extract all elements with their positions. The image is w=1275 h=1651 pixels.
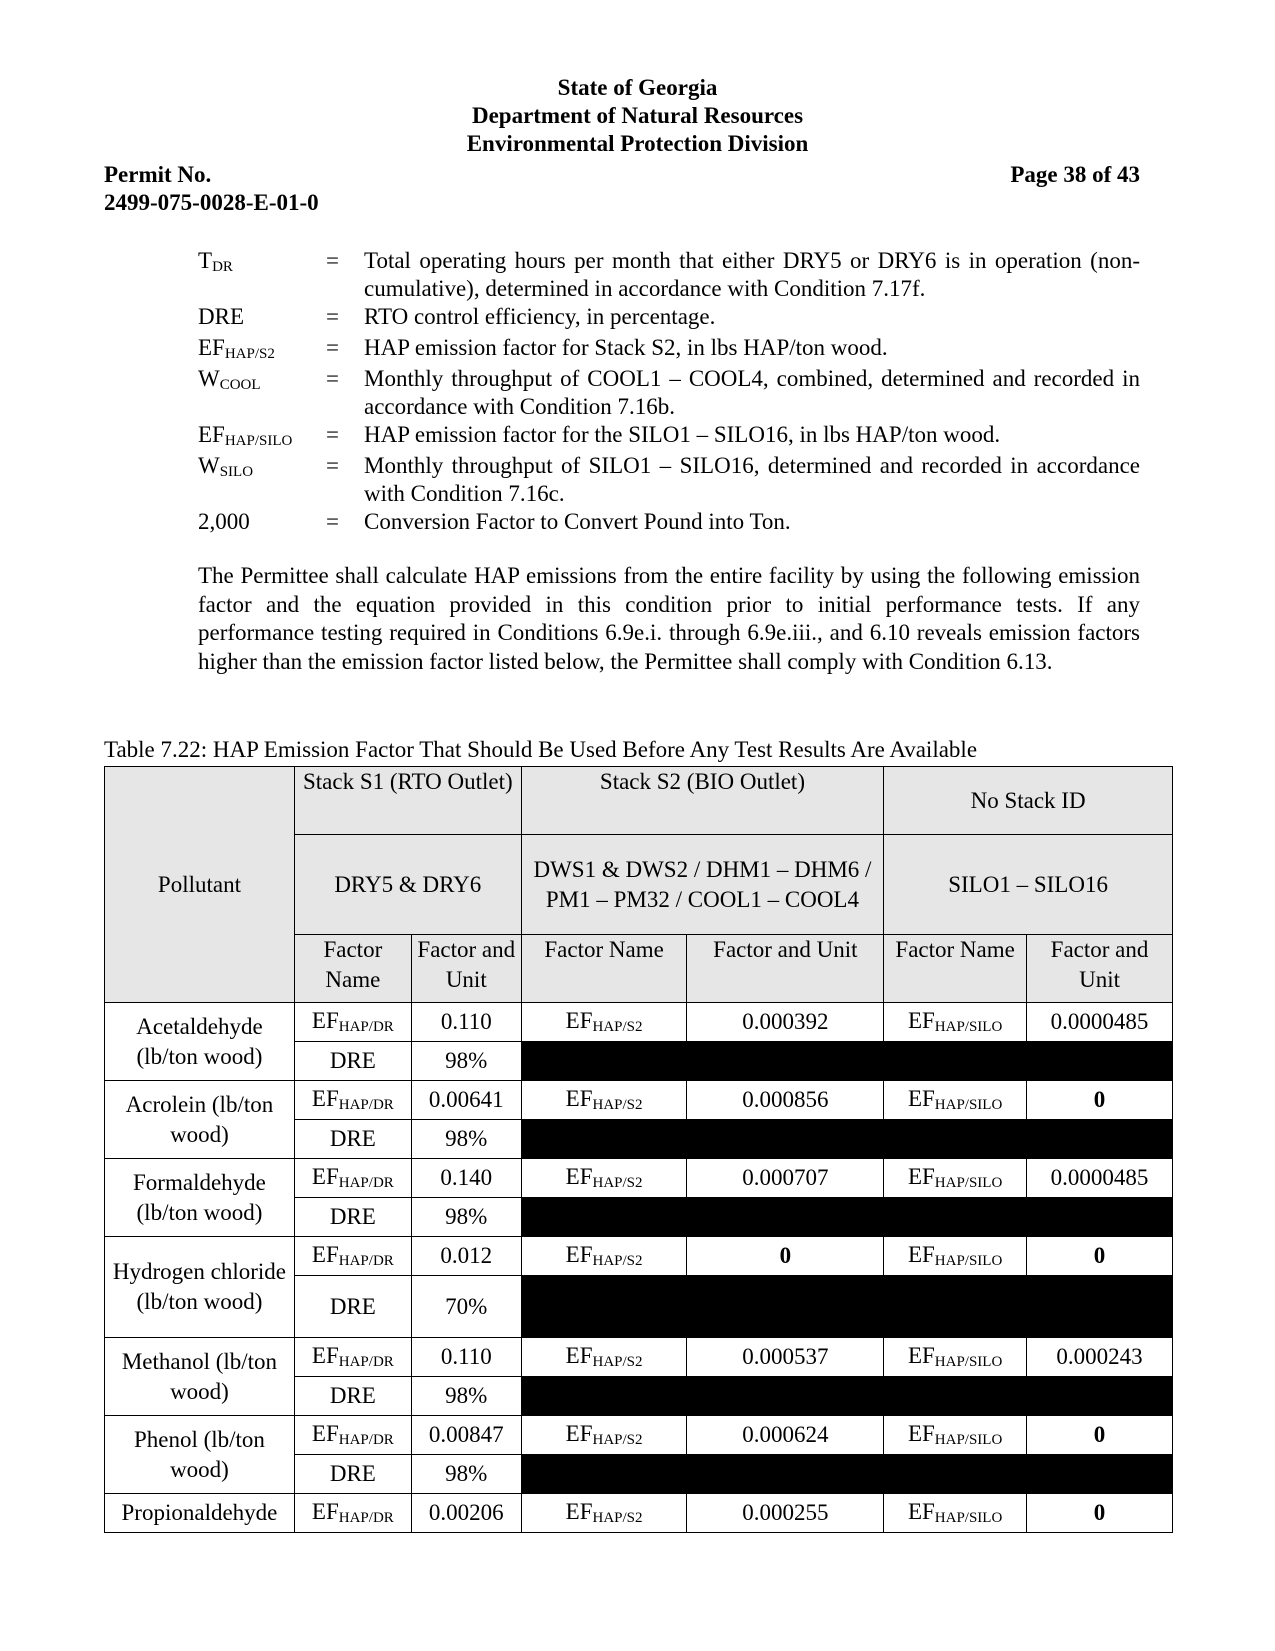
- definition-text: Monthly throughput of COOL1 – COOL4, combined, determined and recorded in accordance with Condition 7.16b.: [364, 366, 1140, 419]
- pollutant-name: Hydrogen chloride (lb/ton wood): [105, 1237, 295, 1338]
- header-factor-name: Factor Name: [294, 935, 411, 1003]
- factor-name-dr: EFHAP/DR: [294, 1237, 411, 1276]
- factor-value-s2: 0.000392: [687, 1003, 884, 1042]
- pollutant-name: Propionaldehyde: [105, 1494, 295, 1533]
- dre-label: DRE: [294, 1455, 411, 1494]
- definition-term: WCOOL: [198, 366, 261, 393]
- factor-value-dr: 0.110: [411, 1338, 521, 1377]
- definition-equals: =: [326, 248, 339, 273]
- factor-name-s2: EFHAP/S2: [521, 1081, 687, 1120]
- definition-equals: =: [326, 304, 339, 329]
- definition-row: [198, 334, 1140, 365]
- blacked-out-cell: [521, 1198, 1172, 1237]
- blacked-out-cell: [521, 1455, 1172, 1494]
- table-row: [105, 1338, 1173, 1377]
- definition-text: Monthly throughput of SILO1 – SILO16, determined and recorded in accordance with Condition 7.16c.: [364, 453, 1140, 506]
- table-row: [105, 1003, 1173, 1042]
- dre-value: 98%: [411, 1120, 521, 1159]
- factor-value-silo: 0.0000485: [1027, 1159, 1173, 1198]
- dre-value: 70%: [411, 1276, 521, 1338]
- definition-equals: =: [326, 335, 339, 360]
- factor-value-silo: 0: [1027, 1494, 1173, 1533]
- pollutant-name: Acetaldehyde (lb/ton wood): [105, 1003, 295, 1081]
- table-row: [105, 1494, 1173, 1533]
- dre-label: DRE: [294, 1042, 411, 1081]
- blacked-out-cell: [521, 1377, 1172, 1416]
- dre-label: DRE: [294, 1198, 411, 1237]
- dre-label: DRE: [294, 1120, 411, 1159]
- factor-name-s2: EFHAP/S2: [521, 1416, 687, 1455]
- header-department: Department of Natural Resources: [471, 103, 804, 128]
- dre-label: DRE: [294, 1377, 411, 1416]
- pollutant-name: Phenol (lb/ton wood): [105, 1416, 295, 1494]
- dre-value: 98%: [411, 1198, 521, 1237]
- definition-term: WSILO: [198, 453, 254, 480]
- header-factor-name: Factor Name: [521, 935, 687, 1003]
- factor-name-silo: EFHAP/SILO: [884, 1237, 1027, 1276]
- dre-value: 98%: [411, 1377, 521, 1416]
- header-s2-units-line1: DWS1 & DWS2 / DHM1 – DHM6 /: [533, 856, 872, 882]
- header-factor-unit: Factor and Unit: [411, 935, 521, 1003]
- definition-text: Conversion Factor to Convert Pound into Ton.: [364, 509, 791, 534]
- definition-term: EFHAP/S2: [198, 335, 275, 362]
- page-number: Page 38 of 43: [1010, 162, 1140, 187]
- dre-value: 98%: [411, 1042, 521, 1081]
- factor-value-s2: 0.000624: [687, 1416, 884, 1455]
- factor-name-silo: EFHAP/SILO: [884, 1159, 1027, 1198]
- header-silo-units: SILO1 – SILO16: [884, 835, 1173, 935]
- header-stack-s2: Stack S2 (BIO Outlet): [521, 767, 883, 835]
- factor-value-dr: 0.00206: [411, 1494, 521, 1533]
- definition-equals: =: [326, 509, 339, 534]
- factor-value-silo: 0: [1027, 1416, 1173, 1455]
- definition-row: [198, 421, 1140, 452]
- header-s2-units-line2: PM1 – PM32 / COOL1 – COOL4: [545, 886, 859, 912]
- factor-name-s2: EFHAP/S2: [521, 1338, 687, 1377]
- factor-name-silo: EFHAP/SILO: [884, 1416, 1027, 1455]
- body-paragraph: The Permittee shall calculate HAP emissions from the entire facility by using the following emission factor and the equation provided in this condition prior to initial performance tests. If any performance testing required in Conditions 6.9e.i. through 6.9e.iii., and 6.10 reveals emission factors higher than the emission factor listed below, the Permittee shall comply with Condition 6.13.: [198, 563, 1140, 674]
- header-s1-units: DRY5 & DRY6: [294, 835, 521, 935]
- blacked-out-cell: [521, 1276, 1172, 1338]
- pollutant-name: Formaldehyde (lb/ton wood): [105, 1159, 295, 1237]
- header-s2-units: [521, 835, 883, 935]
- pollutant-name: Methanol (lb/ton wood): [105, 1338, 295, 1416]
- table-row: [105, 1081, 1173, 1120]
- header-factor-unit: Factor and Unit: [687, 935, 884, 1003]
- factor-value-s2: 0.000255: [687, 1494, 884, 1533]
- factor-name-silo: EFHAP/SILO: [884, 1338, 1027, 1377]
- factor-value-dr: 0.00641: [411, 1081, 521, 1120]
- blacked-out-cell: [521, 1120, 1172, 1159]
- factor-value-s2: 0.000707: [687, 1159, 884, 1198]
- table-row: [105, 1416, 1173, 1455]
- factor-name-silo: EFHAP/SILO: [884, 1494, 1027, 1533]
- factor-name-dr: EFHAP/DR: [294, 1338, 411, 1377]
- definition-term: DRE: [198, 304, 244, 329]
- factor-value-silo: 0.0000485: [1027, 1003, 1173, 1042]
- factor-name-dr: EFHAP/DR: [294, 1494, 411, 1533]
- factor-name-s2: EFHAP/S2: [521, 1494, 687, 1533]
- table-caption: Table 7.22: HAP Emission Factor That Should Be Used Before Any Test Results Are Available: [104, 737, 978, 762]
- factor-value-dr: 0.140: [411, 1159, 521, 1198]
- definition-equals: =: [326, 453, 339, 478]
- definition-row: [198, 452, 1140, 508]
- permit-number: 2499-075-0028-E-01-0: [104, 190, 319, 215]
- factor-value-silo: 0.000243: [1027, 1338, 1173, 1377]
- variable-definitions: [198, 247, 1140, 539]
- factor-name-dr: EFHAP/DR: [294, 1159, 411, 1198]
- table-row: [105, 1159, 1173, 1198]
- factor-name-dr: EFHAP/DR: [294, 1081, 411, 1120]
- factor-value-silo: 0: [1027, 1237, 1173, 1276]
- factor-name-s2: EFHAP/S2: [521, 1003, 687, 1042]
- factor-name-dr: EFHAP/DR: [294, 1003, 411, 1042]
- factor-value-s2: 0: [687, 1237, 884, 1276]
- definition-text: HAP emission factor for Stack S2, in lbs HAP/ton wood.: [364, 335, 888, 360]
- pollutant-name: Acrolein (lb/ton wood): [105, 1081, 295, 1159]
- factor-value-dr: 0.012: [411, 1237, 521, 1276]
- permit-label: Permit No.: [104, 162, 212, 187]
- definition-term: 2,000: [198, 509, 250, 534]
- header-factor-unit: Factor and Unit: [1027, 935, 1173, 1003]
- definition-row: [198, 303, 1140, 334]
- factor-name-silo: EFHAP/SILO: [884, 1003, 1027, 1042]
- header-factor-name: Factor Name: [884, 935, 1027, 1003]
- factor-name-s2: EFHAP/S2: [521, 1159, 687, 1198]
- definition-text: HAP emission factor for the SILO1 – SILO16, in lbs HAP/ton wood.: [364, 422, 1001, 447]
- definition-text: RTO control efficiency, in percentage.: [364, 304, 716, 329]
- dre-label: DRE: [294, 1276, 411, 1338]
- definition-row: [198, 247, 1140, 303]
- dre-value: 98%: [411, 1455, 521, 1494]
- table-row: [105, 1237, 1173, 1276]
- factor-name-s2: EFHAP/S2: [521, 1237, 687, 1276]
- factor-name-silo: EFHAP/SILO: [884, 1081, 1027, 1120]
- factor-value-dr: 0.00847: [411, 1416, 521, 1455]
- definition-text: Total operating hours per month that either DRY5 or DRY6 is in operation (non-cumulative), determined in accordance with Condition 7.17f.: [364, 248, 1140, 301]
- factor-value-dr: 0.110: [411, 1003, 521, 1042]
- header-no-stack: No Stack ID: [884, 767, 1173, 835]
- definition-row: [198, 365, 1140, 421]
- factor-value-s2: 0.000537: [687, 1338, 884, 1377]
- header-pollutant: Pollutant: [105, 767, 295, 1003]
- definition-equals: =: [326, 366, 339, 391]
- factor-name-dr: EFHAP/DR: [294, 1416, 411, 1455]
- definition-term: TDR: [198, 248, 233, 275]
- definition-row: [198, 508, 1140, 539]
- definition-term: EFHAP/SILO: [198, 422, 293, 449]
- blacked-out-cell: [521, 1042, 1172, 1081]
- factor-value-s2: 0.000856: [687, 1081, 884, 1120]
- agency-header: [0, 74, 1275, 158]
- definition-equals: =: [326, 422, 339, 447]
- header-state: State of Georgia: [557, 75, 718, 100]
- hap-emission-factor-table: [104, 766, 1173, 1533]
- factor-value-silo: 0: [1027, 1081, 1173, 1120]
- header-stack-s1: Stack S1 (RTO Outlet): [294, 767, 521, 835]
- header-division: Environmental Protection Division: [466, 131, 809, 156]
